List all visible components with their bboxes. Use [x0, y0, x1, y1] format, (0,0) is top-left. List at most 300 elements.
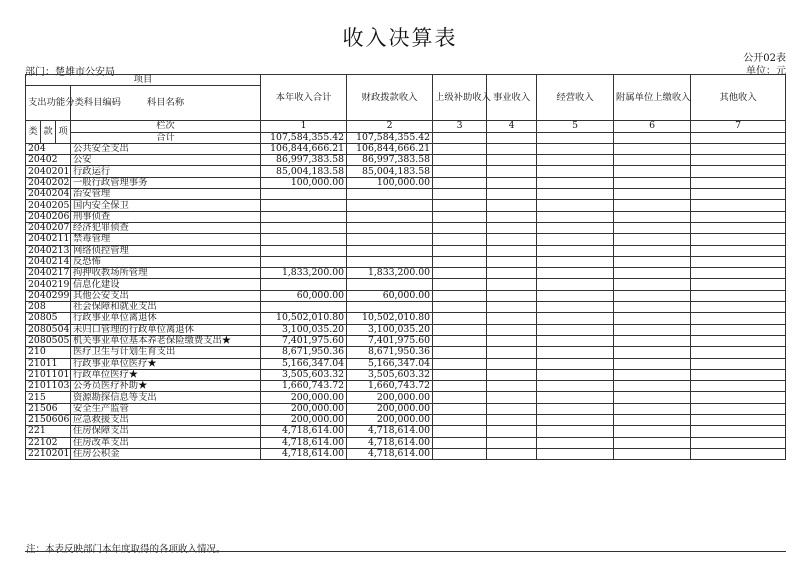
table-row: [26, 166, 786, 177]
row-value-cell: 4,718,614.00: [347, 437, 433, 448]
row-value-cell: [487, 426, 537, 437]
row-value-cell: [433, 392, 487, 403]
row-value-cell: 1,833,200.00: [261, 268, 347, 279]
row-value-cell: [433, 245, 487, 256]
row-code: 2040217: [26, 268, 71, 279]
row-value-cell: [614, 392, 691, 403]
row-value-cell: [614, 347, 691, 358]
row-code: 2040207: [26, 222, 71, 233]
col-num-1: 1: [261, 121, 347, 132]
row-value-cell: [537, 256, 614, 267]
row-value-cell: [691, 166, 786, 177]
row-value-cell: 200,000.00: [347, 392, 433, 403]
row-value-cell: [433, 234, 487, 245]
row-value-cell: [537, 426, 614, 437]
row-value-cell: [433, 177, 487, 188]
total-label: 合计: [71, 132, 261, 143]
row-subject-name: 公安: [71, 155, 261, 166]
row-value-cell: 3,100,035.20: [261, 324, 347, 335]
row-code: 21506: [26, 403, 71, 414]
row-code: 2101101: [26, 369, 71, 380]
row-value-cell: 10,502,010.80: [261, 313, 347, 324]
row-code: 2040204: [26, 189, 71, 200]
row-value-cell: [487, 448, 537, 459]
row-value-cell: [614, 166, 691, 177]
table-row: [26, 200, 786, 211]
total-cell: [614, 132, 691, 143]
row-subject-name: 住房改革支出: [71, 437, 261, 448]
header-func-code: 支出功能分类科目编码: [26, 86, 71, 121]
row-value-cell: 3,505,603.32: [261, 369, 347, 380]
row-value-cell: [614, 324, 691, 335]
row-value-cell: [487, 347, 537, 358]
row-code: 2040299: [26, 290, 71, 301]
row-value-cell: [261, 245, 347, 256]
header-subject-name: 科目名称: [71, 86, 261, 121]
row-value-cell: [537, 234, 614, 245]
row-value-cell: [487, 200, 537, 211]
row-value-cell: [347, 302, 433, 313]
total-cell: 107,584,355.42: [261, 132, 347, 143]
row-value-cell: [487, 166, 537, 177]
row-subject-name: 医疗卫生与计划生育支出: [71, 347, 261, 358]
row-value-cell: [614, 268, 691, 279]
row-value-cell: [691, 358, 786, 369]
row-value-cell: 3,100,035.20: [347, 324, 433, 335]
row-value-cell: [261, 200, 347, 211]
row-code: 2040202: [26, 177, 71, 188]
row-value-cell: [537, 268, 614, 279]
row-value-cell: [691, 426, 786, 437]
table-row: [26, 177, 786, 188]
row-code: 2040201: [26, 166, 71, 177]
row-value-cell: 86,997,383.58: [347, 155, 433, 166]
row-value-cell: [487, 234, 537, 245]
header-col-5: 经营收入: [537, 75, 614, 121]
total-cell: [433, 132, 487, 143]
row-value-cell: [433, 211, 487, 222]
row-subject-name: 公务员医疗补助★: [71, 381, 261, 392]
row-code: 210: [26, 347, 71, 358]
footnote: 注：本表反映部门本年度取得的各项收入情况。: [26, 544, 226, 555]
row-code: 2101103: [26, 381, 71, 392]
row-subject-name: 住房保障支出: [71, 426, 261, 437]
row-value-cell: [537, 177, 614, 188]
row-value-cell: [433, 358, 487, 369]
row-subject-name: 刑事侦查: [71, 211, 261, 222]
row-value-cell: [537, 189, 614, 200]
row-value-cell: [433, 426, 487, 437]
row-code: 221: [26, 426, 71, 437]
row-code: 21011: [26, 358, 71, 369]
row-value-cell: [691, 392, 786, 403]
row-subject-name: 未归口管理的行政单位离退休: [71, 324, 261, 335]
row-value-cell: [347, 200, 433, 211]
row-value-cell: [487, 211, 537, 222]
row-value-cell: 5,166,347.04: [261, 358, 347, 369]
row-subject-name: 住房公积金: [71, 448, 261, 459]
row-value-cell: [433, 222, 487, 233]
row-value-cell: [433, 200, 487, 211]
row-value-cell: [433, 302, 487, 313]
row-value-cell: 8,671,950.36: [261, 347, 347, 358]
row-subject-name: 应急救援支出: [71, 415, 261, 426]
row-value-cell: [487, 437, 537, 448]
row-value-cell: [537, 302, 614, 313]
row-value-cell: [537, 358, 614, 369]
row-value-cell: [537, 155, 614, 166]
row-value-cell: [347, 245, 433, 256]
row-value-cell: [487, 290, 537, 301]
row-value-cell: [691, 268, 786, 279]
table-row: [26, 290, 786, 301]
row-value-cell: [614, 358, 691, 369]
row-subject-name: 行政事业单位医疗★: [71, 358, 261, 369]
row-value-cell: [487, 415, 537, 426]
row-code: 2040205: [26, 200, 71, 211]
row-code: 2040206: [26, 211, 71, 222]
table-row: [26, 403, 786, 414]
row-value-cell: [691, 448, 786, 459]
row-subject-name: 行政运行: [71, 166, 261, 177]
row-value-cell: [433, 155, 487, 166]
col-num-5: 5: [537, 121, 614, 132]
row-value-cell: [347, 189, 433, 200]
row-value-cell: [614, 290, 691, 301]
header-xiang: 项: [56, 121, 71, 144]
table-row: [26, 245, 786, 256]
row-value-cell: 106,844,666.21: [347, 143, 433, 154]
row-value-cell: [614, 189, 691, 200]
row-value-cell: [691, 415, 786, 426]
col-num-4: 4: [487, 121, 537, 132]
row-subject-name: 安全生产监管: [71, 403, 261, 414]
row-value-cell: [487, 256, 537, 267]
table-row: [26, 268, 786, 279]
table-row: [26, 279, 786, 290]
table-row: [26, 256, 786, 267]
row-value-cell: [614, 200, 691, 211]
row-value-cell: [433, 347, 487, 358]
row-value-cell: [614, 177, 691, 188]
table-row: [26, 415, 786, 426]
row-value-cell: [614, 234, 691, 245]
row-subject-name: 禁毒管理: [71, 234, 261, 245]
row-value-cell: [487, 245, 537, 256]
header-kuan: 款: [41, 121, 56, 144]
row-value-cell: [261, 189, 347, 200]
row-value-cell: 1,833,200.00: [347, 268, 433, 279]
row-value-cell: 7,401,975.60: [261, 335, 347, 346]
row-code: 2040219: [26, 279, 71, 290]
row-subject-name: 信息化建设: [71, 279, 261, 290]
row-subject-name: 资源勘探信息等支出: [71, 392, 261, 403]
row-value-cell: [261, 302, 347, 313]
header-row-label: 栏次: [71, 121, 261, 132]
row-value-cell: [261, 234, 347, 245]
row-value-cell: 1,660,743.72: [347, 381, 433, 392]
row-value-cell: 200,000.00: [261, 403, 347, 414]
unit-label: 单位：元: [746, 66, 786, 77]
row-value-cell: [433, 369, 487, 380]
row-value-cell: [691, 279, 786, 290]
row-value-cell: [537, 347, 614, 358]
row-value-cell: [487, 189, 537, 200]
row-value-cell: [691, 143, 786, 154]
row-value-cell: [537, 403, 614, 414]
row-value-cell: [487, 279, 537, 290]
col-num-6: 6: [614, 121, 691, 132]
row-value-cell: 106,844,666.21: [261, 143, 347, 154]
row-value-cell: [691, 290, 786, 301]
row-value-cell: [487, 268, 537, 279]
row-value-cell: [691, 437, 786, 448]
row-value-cell: 4,718,614.00: [261, 426, 347, 437]
row-value-cell: [487, 177, 537, 188]
row-value-cell: [433, 290, 487, 301]
row-value-cell: 200,000.00: [261, 415, 347, 426]
table-row: [26, 313, 786, 324]
row-value-cell: 86,997,383.58: [261, 155, 347, 166]
row-value-cell: 7,401,975.60: [347, 335, 433, 346]
row-value-cell: [487, 155, 537, 166]
col-num-2: 2: [347, 121, 433, 132]
header-col-1: 本年收入合计: [261, 75, 347, 121]
row-value-cell: 100,000.00: [347, 177, 433, 188]
row-value-cell: [691, 403, 786, 414]
row-value-cell: [614, 335, 691, 346]
row-value-cell: [614, 403, 691, 414]
table-row: [26, 143, 786, 154]
row-code: 2040211: [26, 234, 71, 245]
row-value-cell: [691, 324, 786, 335]
row-value-cell: [537, 211, 614, 222]
row-value-cell: [691, 234, 786, 245]
row-value-cell: 60,000.00: [261, 290, 347, 301]
row-subject-name: 治安管理: [71, 189, 261, 200]
table-row: [26, 234, 786, 245]
row-value-cell: [614, 448, 691, 459]
table-row: [26, 189, 786, 200]
row-subject-name: 社会保障和就业支出: [71, 302, 261, 313]
table-row: [26, 437, 786, 448]
row-value-cell: [614, 381, 691, 392]
row-value-cell: [487, 313, 537, 324]
col-num-3: 3: [433, 121, 487, 132]
row-value-cell: [691, 245, 786, 256]
row-value-cell: [433, 415, 487, 426]
row-value-cell: 8,671,950.36: [347, 347, 433, 358]
row-code: 208: [26, 302, 71, 313]
row-code: 20805: [26, 313, 71, 324]
row-value-cell: [691, 335, 786, 346]
row-value-cell: [487, 369, 537, 380]
row-code: 2150606: [26, 415, 71, 426]
row-value-cell: [433, 403, 487, 414]
row-value-cell: [433, 381, 487, 392]
row-value-cell: [433, 166, 487, 177]
header-col-4: 事业收入: [487, 75, 537, 121]
header-col-6: 附属单位上缴收入: [614, 75, 691, 121]
row-value-cell: [487, 358, 537, 369]
row-value-cell: [433, 324, 487, 335]
row-value-cell: 4,718,614.00: [261, 448, 347, 459]
row-value-cell: 3,505,603.32: [347, 369, 433, 380]
row-value-cell: [691, 347, 786, 358]
row-value-cell: [537, 324, 614, 335]
row-value-cell: [537, 335, 614, 346]
row-value-cell: [487, 143, 537, 154]
row-value-cell: 4,718,614.00: [347, 426, 433, 437]
row-value-cell: 10,502,010.80: [347, 313, 433, 324]
row-value-cell: [261, 256, 347, 267]
row-value-cell: [537, 381, 614, 392]
row-value-cell: [691, 381, 786, 392]
header-lei: 类: [26, 121, 41, 144]
page-bottom-rule: [25, 551, 786, 552]
row-value-cell: [537, 200, 614, 211]
page-title: 收入决算表: [342, 26, 458, 50]
row-subject-name: 国内安全保卫: [71, 200, 261, 211]
table-row: [26, 347, 786, 358]
table-row: [26, 381, 786, 392]
row-value-cell: [487, 335, 537, 346]
table-row: [26, 155, 786, 166]
header-col-3: 上级补助收入: [433, 75, 487, 121]
header-col-7: 其他收入: [691, 75, 786, 121]
row-code: 2210201: [26, 448, 71, 459]
row-code: 20402: [26, 155, 71, 166]
total-cell: 107,584,355.42: [347, 132, 433, 143]
row-subject-name: 行政事业单位离退休: [71, 313, 261, 324]
row-value-cell: [614, 211, 691, 222]
table-row: [26, 324, 786, 335]
total-row: [26, 132, 786, 143]
row-value-cell: [537, 313, 614, 324]
row-value-cell: [487, 302, 537, 313]
row-value-cell: [614, 426, 691, 437]
row-value-cell: 4,718,614.00: [261, 437, 347, 448]
row-value-cell: [691, 177, 786, 188]
table-row: [26, 392, 786, 403]
row-subject-name: 网络侦控管理: [71, 245, 261, 256]
table-row: [26, 426, 786, 437]
row-value-cell: 1,660,743.72: [261, 381, 347, 392]
row-value-cell: [433, 143, 487, 154]
row-value-cell: 200,000.00: [347, 403, 433, 414]
row-code: 2040214: [26, 256, 71, 267]
row-value-cell: 200,000.00: [347, 415, 433, 426]
table-row: [26, 448, 786, 459]
row-value-cell: [614, 437, 691, 448]
row-value-cell: [261, 279, 347, 290]
row-value-cell: [691, 200, 786, 211]
row-value-cell: 5,166,347.04: [347, 358, 433, 369]
row-value-cell: [347, 279, 433, 290]
row-value-cell: [614, 313, 691, 324]
row-code: 2080505: [26, 335, 71, 346]
row-subject-name: 反恐怖: [71, 256, 261, 267]
row-subject-name: 经济犯罪侦查: [71, 222, 261, 233]
row-value-cell: [691, 155, 786, 166]
row-value-cell: [614, 369, 691, 380]
row-value-cell: [433, 189, 487, 200]
row-value-cell: [433, 313, 487, 324]
row-value-cell: [487, 403, 537, 414]
row-value-cell: [347, 234, 433, 245]
row-value-cell: [433, 335, 487, 346]
row-value-cell: [433, 448, 487, 459]
row-subject-name: 拘押收教场所管理: [71, 268, 261, 279]
row-value-cell: 4,718,614.00: [347, 448, 433, 459]
row-subject-name: 公共安全支出: [71, 143, 261, 154]
row-value-cell: [433, 437, 487, 448]
row-value-cell: [487, 392, 537, 403]
table-row: [26, 211, 786, 222]
total-cell: [691, 132, 786, 143]
row-code: 204: [26, 143, 71, 154]
row-value-cell: [433, 268, 487, 279]
row-value-cell: [691, 256, 786, 267]
form-code: 公开02表: [743, 53, 786, 64]
row-value-cell: 85,004,183.58: [261, 166, 347, 177]
row-value-cell: [537, 143, 614, 154]
row-value-cell: 200,000.00: [261, 392, 347, 403]
row-value-cell: [347, 211, 433, 222]
row-value-cell: [691, 211, 786, 222]
row-subject-name: 一般行政管理事务: [71, 177, 261, 188]
row-value-cell: 100,000.00: [261, 177, 347, 188]
header-project: 项目: [26, 75, 261, 86]
row-value-cell: [614, 143, 691, 154]
total-cell: [487, 132, 537, 143]
col-num-7: 7: [691, 121, 786, 132]
row-value-cell: [691, 369, 786, 380]
row-value-cell: [261, 211, 347, 222]
row-value-cell: [614, 222, 691, 233]
row-code: 2080504: [26, 324, 71, 335]
row-value-cell: [537, 392, 614, 403]
row-value-cell: [614, 155, 691, 166]
row-value-cell: [537, 166, 614, 177]
row-value-cell: [614, 302, 691, 313]
income-table: [25, 74, 786, 460]
row-value-cell: [537, 415, 614, 426]
row-value-cell: [537, 279, 614, 290]
row-code: 2040213: [26, 245, 71, 256]
row-value-cell: [347, 222, 433, 233]
row-value-cell: [537, 222, 614, 233]
row-subject-name: 其他公安支出: [71, 290, 261, 301]
row-value-cell: [487, 222, 537, 233]
row-value-cell: [691, 222, 786, 233]
row-value-cell: [487, 381, 537, 392]
department-label: 部门：楚雄市公安局: [25, 67, 115, 78]
row-value-cell: [433, 256, 487, 267]
table-row: [26, 222, 786, 233]
row-value-cell: [487, 324, 537, 335]
table-row: [26, 358, 786, 369]
row-value-cell: [537, 245, 614, 256]
row-value-cell: [537, 437, 614, 448]
row-value-cell: [347, 256, 433, 267]
row-value-cell: [691, 302, 786, 313]
row-value-cell: [691, 313, 786, 324]
row-value-cell: [614, 279, 691, 290]
total-cell: [537, 132, 614, 143]
row-value-cell: 60,000.00: [347, 290, 433, 301]
header-col-2: 财政拨款收入: [347, 75, 433, 121]
